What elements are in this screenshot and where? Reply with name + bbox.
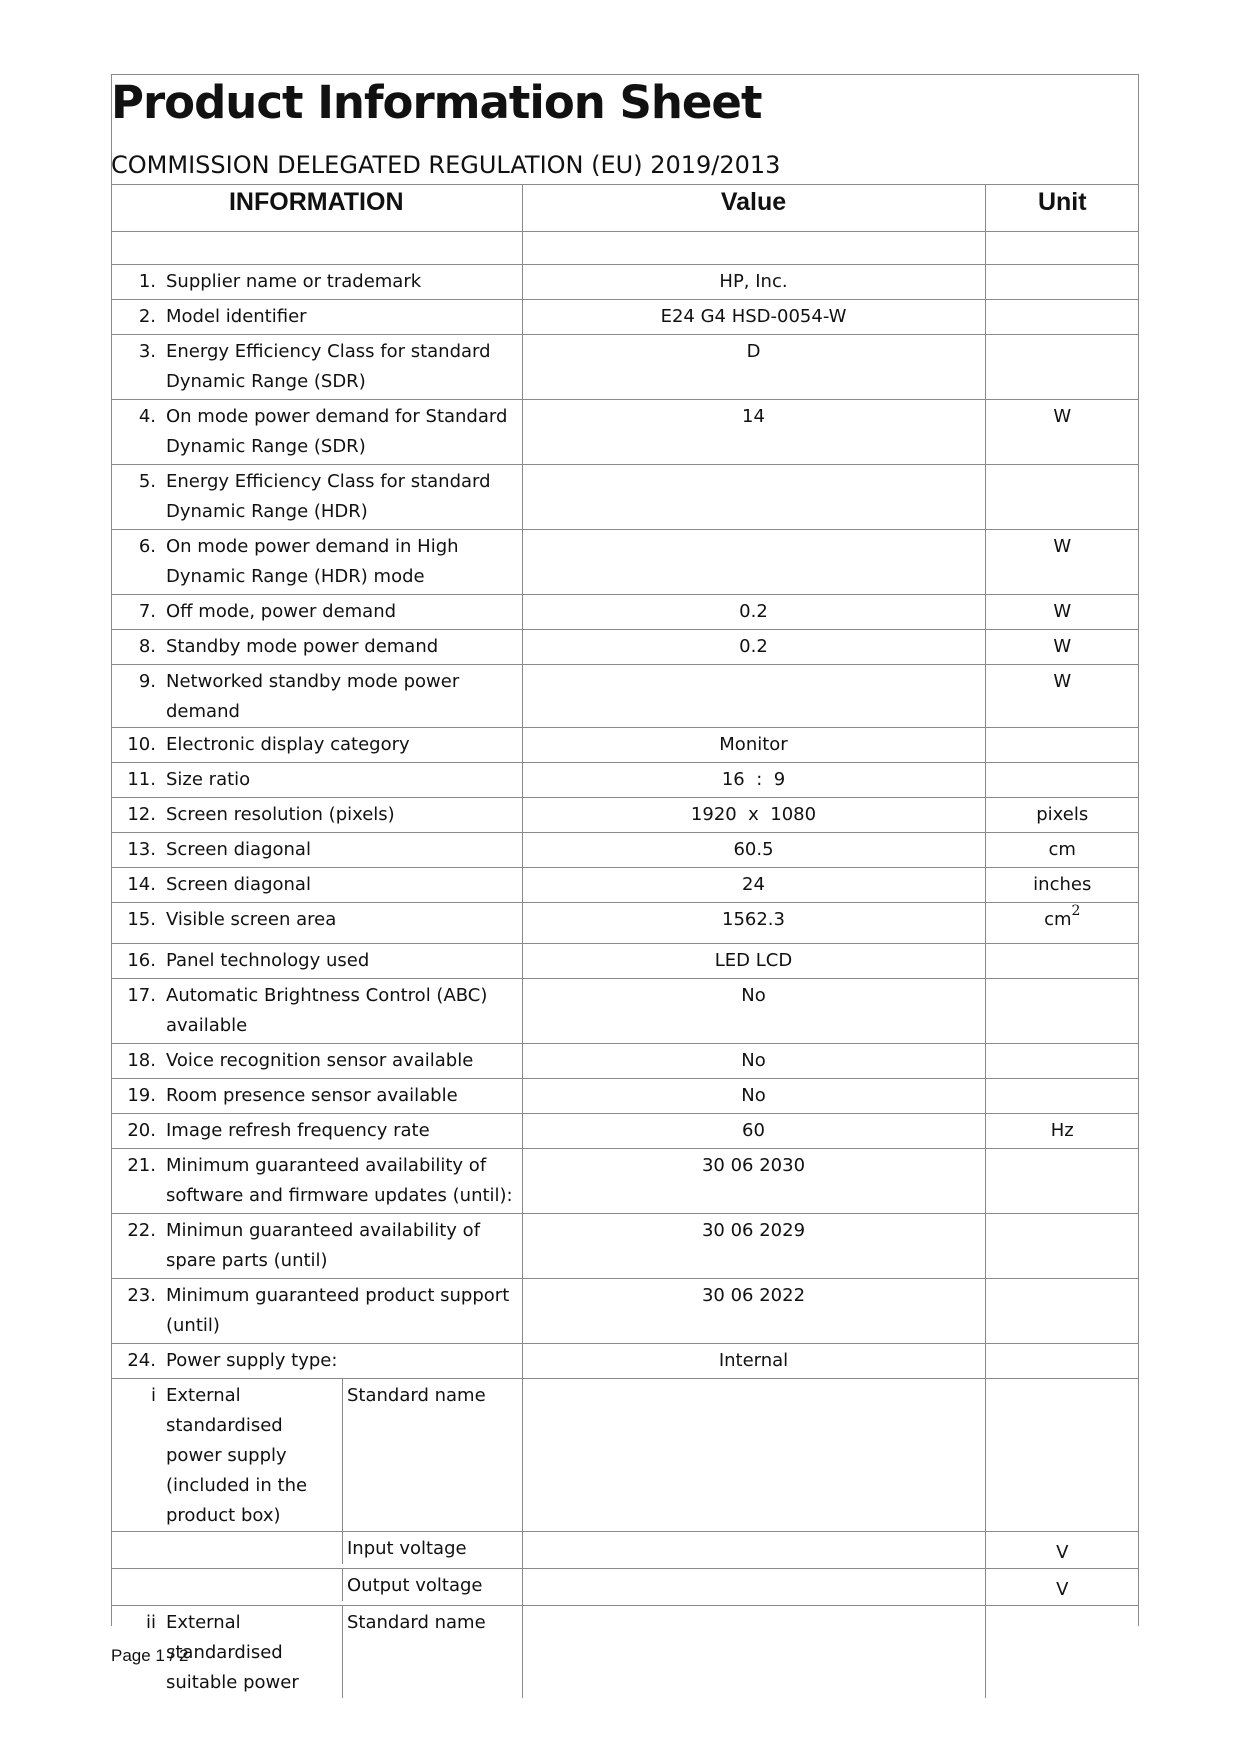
unit-text: W — [1053, 601, 1072, 622]
row-number: 7. — [138, 601, 156, 622]
row-number: 20. — [127, 1120, 156, 1141]
row-value — [522, 1532, 985, 1569]
row-label: Visible screen area — [166, 909, 337, 930]
row-label: On mode power demand in High Dynamic Range (HDR) mode — [166, 536, 459, 587]
row-label: Networked standby mode power demand — [166, 671, 460, 722]
row-unit — [986, 595, 1140, 627]
row-value: No — [741, 1050, 766, 1071]
row-label: External standardised power supply (included in the product box) — [166, 1385, 308, 1526]
row-unit — [986, 979, 1140, 981]
row-number: 12. — [127, 804, 156, 825]
row-value — [523, 465, 985, 467]
row-unit — [986, 1214, 1140, 1216]
row-label: Energy Efficiency Class for standard Dynamic Range (HDR) — [166, 471, 491, 522]
table-row — [111, 530, 1139, 595]
row-number: 9. — [138, 671, 156, 692]
table-header-row — [111, 185, 1139, 232]
table-row — [111, 1114, 1139, 1149]
unit-text: inches — [1033, 874, 1092, 895]
table-row — [111, 979, 1139, 1044]
row-value: 14 — [742, 406, 765, 427]
table-row — [111, 465, 1139, 530]
row-unit — [986, 335, 1140, 337]
row-label: Power supply type: — [166, 1350, 338, 1371]
row-value — [522, 1606, 985, 1699]
row-unit — [986, 833, 1140, 865]
table-row — [111, 1344, 1139, 1379]
unit-text: W — [1053, 636, 1072, 657]
row-value: 1920 x 1080 — [690, 804, 817, 825]
row-label: Voice recognition sensor available — [166, 1050, 474, 1071]
row-label: Electronic display category — [166, 734, 410, 755]
row-label: Supplier name or trademark — [166, 271, 422, 292]
row-unit — [986, 868, 1140, 900]
row-unit — [986, 630, 1140, 662]
row-unit — [985, 1379, 1139, 1532]
page-title: Product Information Sheet — [111, 76, 762, 129]
header-unit: Unit — [985, 185, 1139, 232]
row-value: 16 : 9 — [721, 769, 786, 790]
row-value: 1562.3 — [722, 909, 785, 930]
row-number: 10. — [127, 734, 156, 755]
table-row — [111, 1149, 1139, 1214]
row-label: Automatic Brightness Control (ABC) available — [166, 985, 488, 1036]
unit-text: W — [1053, 406, 1072, 427]
row-number: 15. — [127, 909, 156, 930]
row-unit — [986, 798, 1140, 830]
unit-text: cm — [1048, 839, 1076, 860]
row-value: LED LCD — [714, 950, 793, 971]
input-voltage-row — [111, 1532, 1139, 1569]
table-row — [111, 1279, 1139, 1344]
row-value: 0.2 — [739, 636, 768, 657]
row-value — [523, 665, 985, 667]
standard-name-label: Standard name — [342, 1379, 522, 1531]
table-row — [111, 728, 1139, 763]
row-label: Room presence sensor available — [166, 1085, 458, 1106]
row-number: 2. — [138, 306, 156, 327]
row-unit — [986, 265, 1140, 267]
standard-name-label: Standard name — [342, 1606, 522, 1698]
row-label: Screen diagonal — [166, 874, 311, 895]
product-info-table — [111, 184, 1139, 1698]
row-value: 0.2 — [739, 601, 768, 622]
row-number: 17. — [127, 985, 156, 1006]
row-unit — [986, 763, 1140, 765]
row-unit — [985, 1569, 1139, 1606]
row-label: Minimun guaranteed availability of spare parts (until) — [166, 1220, 481, 1271]
row-unit — [985, 1606, 1139, 1699]
row-number: 5. — [138, 471, 156, 492]
row-label: Image refresh frequency rate — [166, 1120, 430, 1141]
table-row — [111, 763, 1139, 798]
row-unit — [986, 1149, 1140, 1151]
row-unit — [986, 400, 1140, 432]
row-label: Screen resolution (pixels) — [166, 804, 395, 825]
header-value: Value — [522, 185, 985, 232]
row-value: Internal — [718, 1350, 789, 1371]
row-value: 30 06 2030 — [701, 1155, 806, 1176]
row-number: 8. — [138, 636, 156, 657]
row-number: 14. — [127, 874, 156, 895]
row-number: 4. — [138, 406, 156, 427]
row-unit — [986, 1344, 1140, 1346]
row-unit — [986, 465, 1140, 467]
page-subtitle: COMMISSION DELEGATED REGULATION (EU) 2019/2013 — [111, 151, 781, 179]
row-label: Energy Efficiency Class for standard Dynamic Range (SDR) — [166, 341, 491, 392]
row-number: 21. — [127, 1155, 156, 1176]
row-number: 11. — [127, 769, 156, 790]
row-unit — [985, 1532, 1139, 1569]
row-unit — [986, 1279, 1140, 1281]
row-value — [522, 1569, 985, 1606]
table-row — [111, 1214, 1139, 1279]
row-value: D — [746, 341, 761, 362]
output-voltage-row — [111, 1569, 1139, 1606]
row-value: HP, Inc. — [719, 271, 788, 292]
header-information: INFORMATION — [111, 185, 522, 232]
unit-text: W — [1053, 536, 1072, 557]
row-number: i — [150, 1385, 156, 1406]
row-unit — [986, 665, 1140, 697]
table-body — [111, 265, 1139, 1379]
row-number: 13. — [127, 839, 156, 860]
row-label: Screen diagonal — [166, 839, 311, 860]
row-number: 6. — [138, 536, 156, 557]
output-voltage-unit: V — [1056, 1579, 1069, 1600]
row-label: Minimum guaranteed availability of software and firmware updates (until): — [166, 1155, 513, 1206]
table-row — [111, 833, 1139, 868]
table-row — [111, 798, 1139, 833]
table-row — [111, 944, 1139, 979]
row-unit — [986, 1114, 1140, 1146]
row-label: On mode power demand for Standard Dynamic Range (SDR) — [166, 406, 508, 457]
power-supply-i-row — [111, 1379, 1139, 1532]
power-supply-ii-row — [111, 1606, 1139, 1699]
row-label: Minimum guaranteed product support (until) — [166, 1285, 510, 1336]
row-value: 30 06 2022 — [701, 1285, 806, 1306]
row-value: No — [741, 1085, 766, 1106]
page-number: Page 1 / 2 — [111, 1646, 189, 1665]
table-row — [111, 1044, 1139, 1079]
row-value: 30 06 2029 — [701, 1220, 806, 1241]
unit-text: Hz — [1050, 1120, 1074, 1141]
table-row — [111, 265, 1139, 300]
row-unit — [986, 1044, 1140, 1046]
row-label: External standardised suitable power — [166, 1612, 299, 1693]
row-label: Model identifier — [166, 306, 307, 327]
unit-text: W — [1053, 671, 1072, 692]
row-number: 23. — [127, 1285, 156, 1306]
table-row — [111, 300, 1139, 335]
row-number: 18. — [127, 1050, 156, 1071]
unit-text: cm — [1044, 909, 1072, 930]
row-unit — [986, 1079, 1140, 1081]
row-label: Standby mode power demand — [166, 636, 439, 657]
row-number: ii — [145, 1612, 156, 1633]
row-number: 3. — [138, 341, 156, 362]
row-number: 22. — [127, 1220, 156, 1241]
unit-superscript: 2 — [1071, 903, 1081, 919]
input-voltage-unit: V — [1056, 1542, 1069, 1563]
unit-text: pixels — [1036, 804, 1089, 825]
row-label: Size ratio — [166, 769, 251, 790]
row-number: 24. — [127, 1350, 156, 1371]
input-voltage-label: Input voltage — [342, 1532, 522, 1564]
row-value: 60.5 — [733, 839, 774, 860]
table-row — [111, 335, 1139, 400]
spacer-row — [111, 232, 1139, 265]
table-row — [111, 665, 1139, 728]
row-value: 24 — [742, 874, 765, 895]
row-value: 60 — [742, 1120, 765, 1141]
row-number: 19. — [127, 1085, 156, 1106]
row-unit — [986, 530, 1140, 562]
row-label: Panel technology used — [166, 950, 370, 971]
table-row — [111, 400, 1139, 465]
table-row — [111, 595, 1139, 630]
row-number: 16. — [127, 950, 156, 971]
row-number: 1. — [138, 271, 156, 292]
row-value: Monitor — [719, 734, 788, 755]
row-unit — [986, 300, 1140, 302]
row-label: Off mode, power demand — [166, 601, 397, 622]
row-value: No — [741, 985, 766, 1006]
table-row — [111, 1079, 1139, 1114]
row-value — [522, 1379, 985, 1532]
output-voltage-label: Output voltage — [342, 1569, 522, 1601]
table-row — [111, 868, 1139, 903]
row-unit — [986, 728, 1140, 730]
row-unit — [986, 944, 1140, 946]
table-row — [111, 630, 1139, 665]
table-row — [111, 903, 1139, 944]
row-value: E24 G4 HSD-0054-W — [660, 306, 847, 327]
row-unit — [986, 903, 1140, 936]
row-value — [523, 530, 985, 532]
